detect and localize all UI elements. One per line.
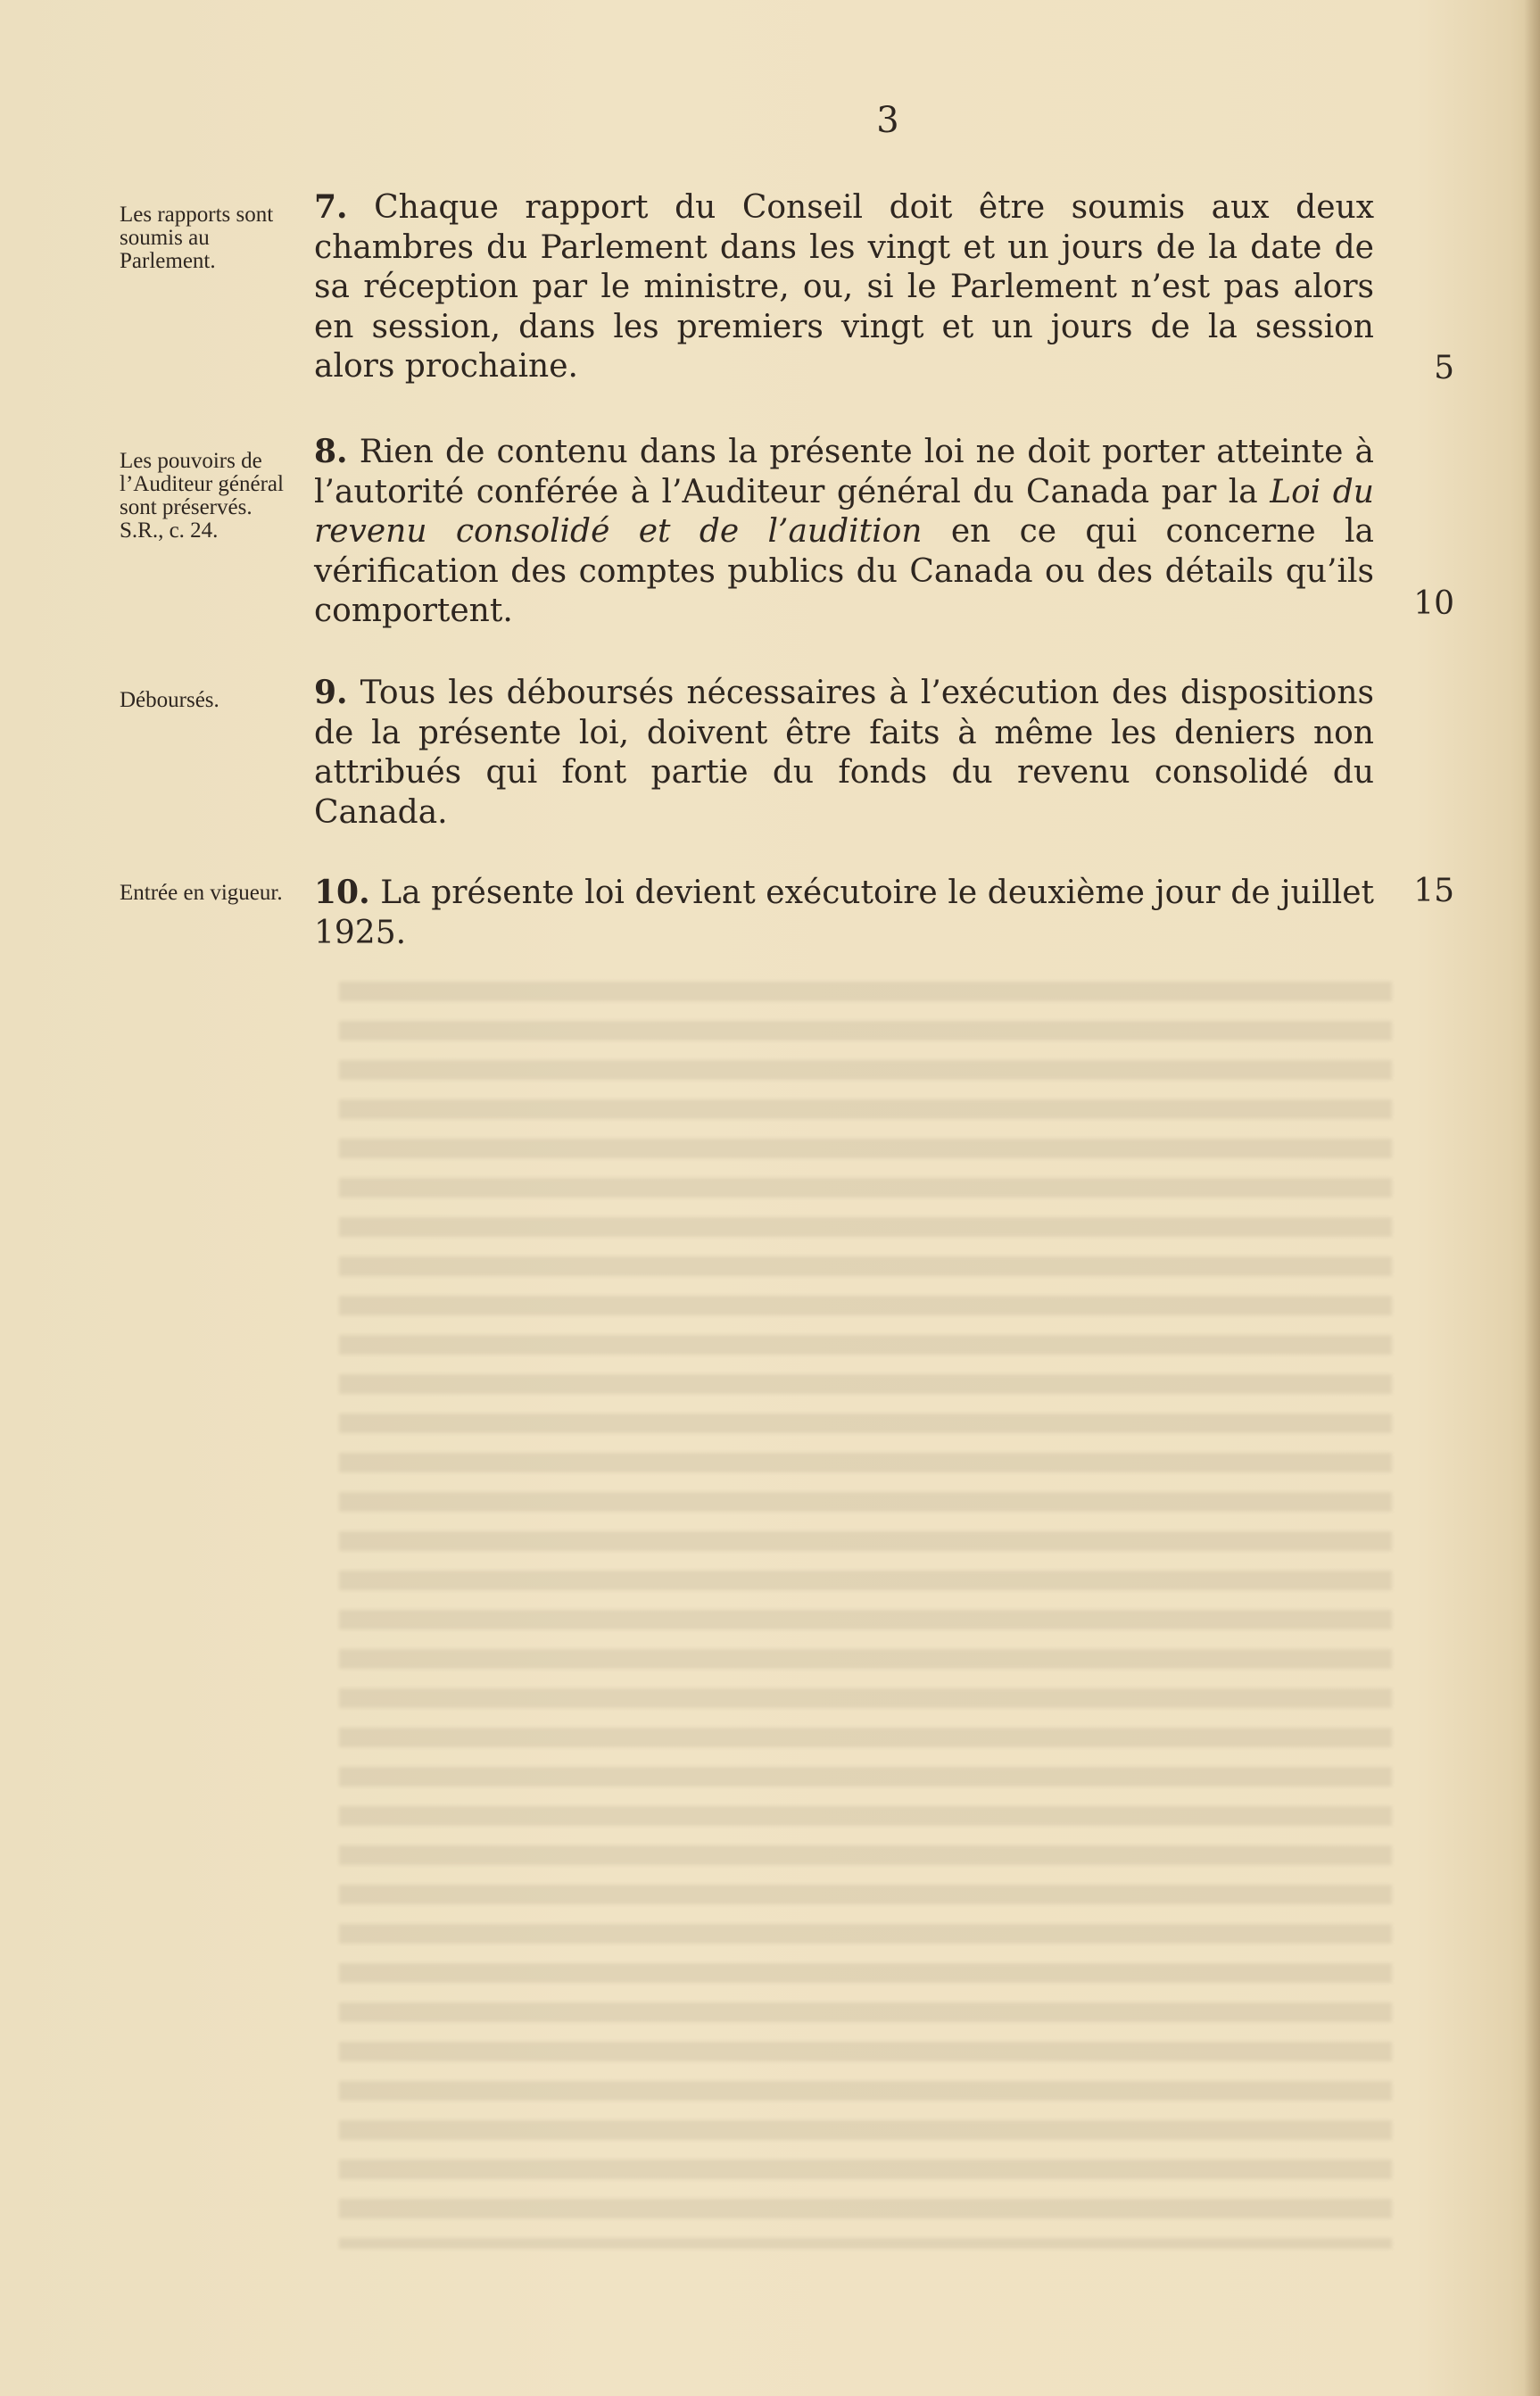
article-text: La présente loi devient exécutoire le deuxième jour de juillet 1925. <box>314 875 1374 951</box>
margin-note-auditeur: Les pouvoirs de l’Auditeur général sont préservés. S.R., c. 24. <box>120 449 284 543</box>
article-7 <box>314 187 1374 387</box>
margin-note-debourses: Déboursés. <box>120 688 219 712</box>
article-8 <box>314 432 1374 632</box>
article-text: Tous les déboursés nécessaires à l’exécution des dispositions de la présente loi, doivent être faits à même les deniers non attribués qui font partie du fonds du revenu consolidé du Canada. <box>314 675 1374 831</box>
article-text: en ce qui concerne la vérification des comptes publics du Canada ou des détails qu’ils comportent. <box>314 513 1374 629</box>
act-title: Loi du revenu consolidé et de l’audition <box>314 473 1374 550</box>
line-number: 10 <box>1413 585 1454 622</box>
article-number: 8. <box>314 433 348 470</box>
margin-note-entree: Entrée en vigueur. <box>120 881 283 905</box>
article-number: 9. <box>314 674 348 711</box>
page-number: 3 <box>876 100 899 141</box>
article-text: Chaque rapport du Conseil doit être soumis aux deux chambres du Parlement dans les vingt et un jours de la date de sa réception par le ministre, ou, si le Parlement n’est pas alors en session, dans les premiers vingt et un jours de la session alors prochaine. <box>314 189 1374 385</box>
line-number: 15 <box>1413 873 1454 909</box>
margin-note-rapports: Les rapports sont soumis au Parlement. <box>120 203 274 273</box>
article-number: 7. <box>314 188 348 226</box>
line-number: 5 <box>1434 350 1454 386</box>
article-9 <box>314 673 1374 833</box>
article-number: 10. <box>314 874 370 911</box>
article-10 <box>314 873 1374 953</box>
page-edge-shadow <box>1524 0 1540 2396</box>
show-through-text <box>339 982 1392 2249</box>
article-text: Rien de contenu dans la présente loi ne doit porter atteinte à l’autorité conférée à l’Auditeur général du Canada par la <box>314 434 1375 510</box>
